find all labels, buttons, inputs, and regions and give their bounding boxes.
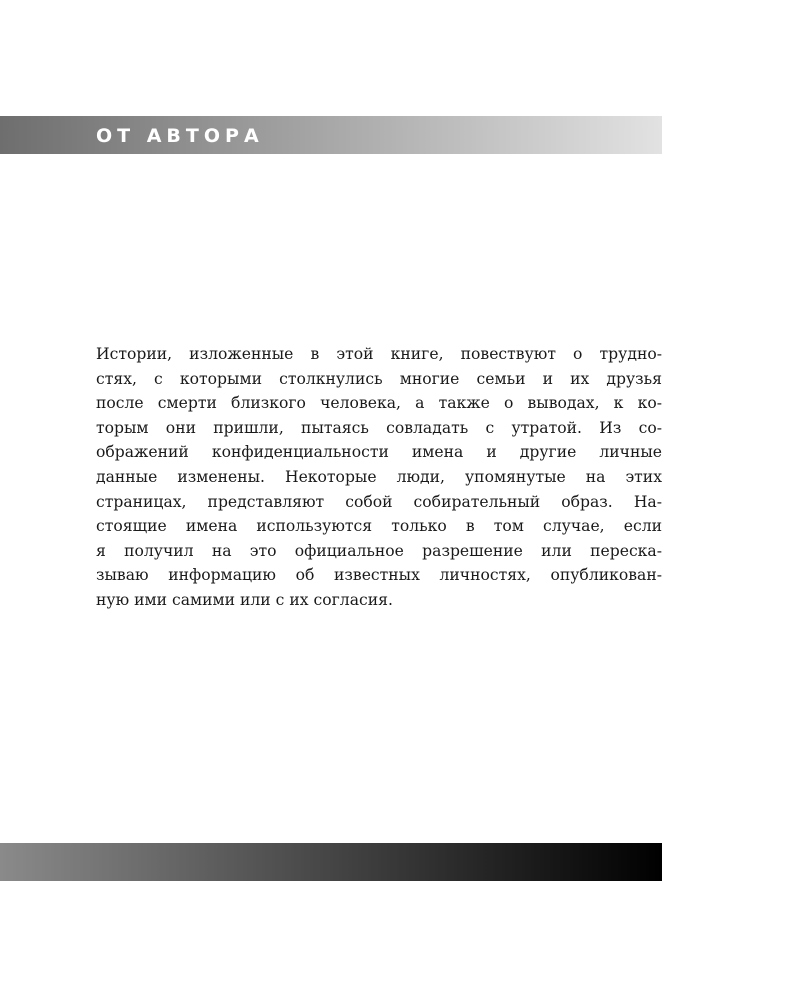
section-title: ОТ АВТОРА bbox=[96, 125, 264, 147]
paragraph-line: стях, с которыми столкнулись многие семьи и их друзья bbox=[96, 369, 662, 388]
paragraph-line: стоящие имена используются только в том случае, если bbox=[96, 517, 662, 536]
body-paragraph bbox=[96, 342, 662, 613]
paragraph-line: страницах, представляют собой собирательный образ. На- bbox=[96, 492, 662, 511]
paragraph-line: торым они пришли, пытаясь совладать с утратой. Из со- bbox=[96, 418, 662, 437]
paragraph-line: я получил на это официальное разрешение или переска- bbox=[96, 541, 662, 560]
paragraph-line: Истории, изложенные в этой книге, повествуют о трудно- bbox=[96, 345, 662, 363]
paragraph-line-last: ную ими самими или с их согласия. bbox=[96, 590, 393, 609]
paragraph-line: зываю информацию об известных личностях, опубликован- bbox=[96, 566, 662, 585]
paragraph-line: ображений конфиденциальности имена и другие личные bbox=[96, 443, 662, 462]
paragraph-line: данные изменены. Некоторые люди, упомянутые на этих bbox=[96, 467, 662, 486]
paragraph-line: после смерти близкого человека, а также о выводах, к ко- bbox=[96, 394, 662, 413]
footer-gradient-band bbox=[0, 843, 662, 881]
